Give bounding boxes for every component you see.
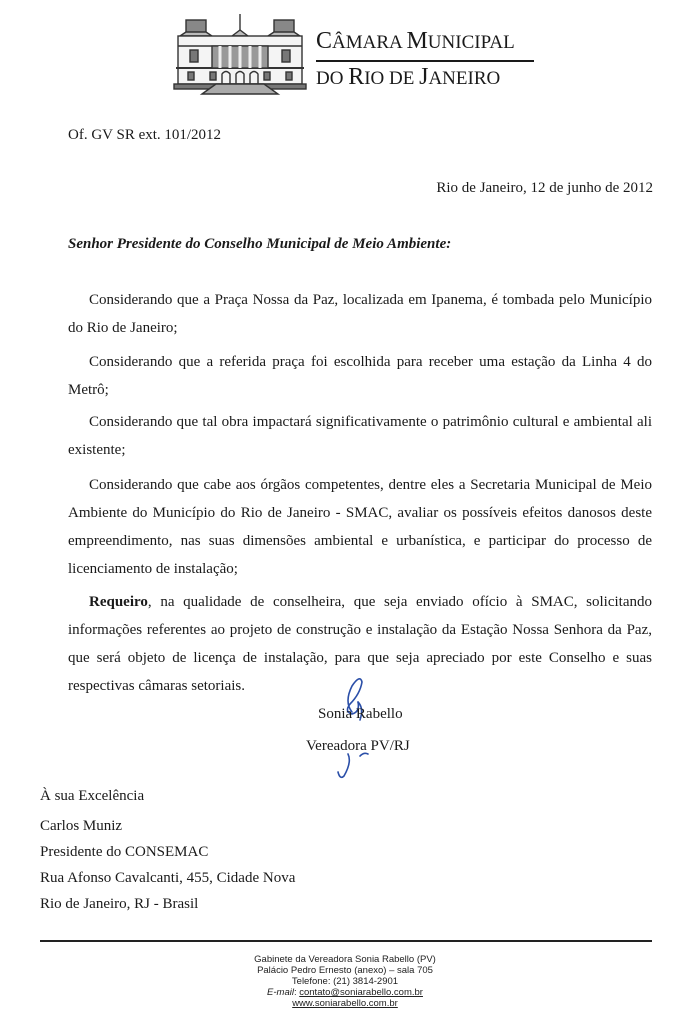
paragraph-3: Considerando que tal obra impactará significativamente o patrimônio cultural e ambiental ali existente; (68, 414, 652, 458)
footer-building: Palácio Pedro Ernesto (anexo) – sala 705 (257, 965, 433, 976)
footer-office: Gabinete da Vereadora Sonia Rabello (PV) (254, 954, 436, 965)
handwritten-signature (330, 672, 390, 782)
letterhead-line-2: DO RIO DE JANEIRO (316, 64, 501, 90)
chamber-building-logo (172, 12, 308, 96)
addressee-line: À sua Excelência (40, 788, 145, 804)
paragraph-4: Considerando que cabe aos órgãos competentes, dentre eles a Secretaria Municipal de Meio Ambiente do Município do Rio de Janeiro - SMAC, avaliar os possíveis efeitos danosos deste empreendimento, nas suas dimensões ambiental e urbanística, e participar do processo de licenciamento de instalação; (68, 477, 652, 577)
letterhead-line-1: CÂMARA MUNICIPAL (316, 28, 515, 54)
footer-email-line: E-mail: contato@soniarabello.com.br (267, 987, 423, 998)
email-label: E-mail (267, 987, 294, 998)
request-text: , na qualidade de conselheira, que seja enviado ofício à SMAC, solicitando informações referentes ao projeto de construção e instalação da Estação Nossa Senhora da Paz, que será objeto de licença de instalação, para que seja apreciado por este Conselho e suas respectivas câmaras setoriais. (68, 594, 652, 694)
addressee-line: Rua Afonso Cavalcanti, 455, Cidade Nova (40, 870, 296, 886)
paragraph-1: Considerando que a Praça Nossa da Paz, localizada em Ipanema, é tombada pelo Município do Rio de Janeiro; (68, 292, 652, 336)
letterhead (172, 12, 542, 96)
salutation: Senhor Presidente do Conselho Municipal de Meio Ambiente: (68, 236, 452, 252)
reference-number: Of. GV SR ext. 101/2012 (68, 127, 222, 143)
addressee-line: Presidente do CONSEMAC (40, 844, 209, 860)
letterhead-rule (316, 60, 534, 62)
email-link[interactable]: contato@soniarabello.com.br (299, 987, 423, 998)
addressee-line: Rio de Janeiro, RJ - Brasil (40, 896, 199, 912)
paragraph-2: Considerando que a referida praça foi escolhida para receber uma estação da Linha 4 do Metrô; (68, 354, 652, 398)
website-link[interactable]: www.soniarabello.com.br (292, 998, 398, 1009)
footer-divider (40, 940, 652, 942)
footer (180, 954, 510, 1009)
signatory-name: Sonia Rabello (318, 706, 403, 722)
signatory-role: Vereadora PV/RJ (306, 738, 410, 754)
footer-phone: Telefone: (21) 3814-2901 (291, 976, 399, 987)
addressee-line: Carlos Muniz (40, 818, 123, 834)
letter-date: Rio de Janeiro, 12 de junho de 2012 (436, 180, 653, 196)
request-keyword: Requeiro (89, 594, 148, 610)
